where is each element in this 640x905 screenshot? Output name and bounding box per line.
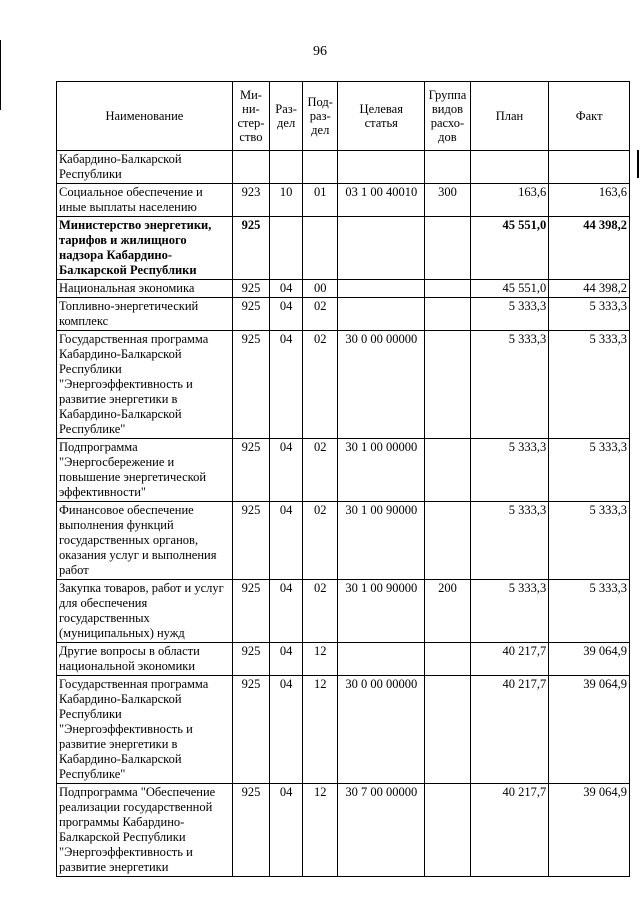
cell-group <box>425 784 471 877</box>
cell-section <box>270 151 303 184</box>
cell-ministry: 925 <box>232 643 269 676</box>
cell-ministry: 925 <box>232 217 269 280</box>
cell-plan: 5 333,3 <box>470 331 549 439</box>
cell-fact: 39 064,9 <box>549 643 630 676</box>
cell-fact: 5 333,3 <box>549 439 630 502</box>
cell-target: 30 1 00 90000 <box>338 580 425 643</box>
cell-name: Кабардино-Балкарской Республики <box>57 151 233 184</box>
cell-target: 03 1 00 40010 <box>338 184 425 217</box>
cell-section: 10 <box>270 184 303 217</box>
cell-subsection: 02 <box>303 331 338 439</box>
cell-name: Государственная программа Кабардино-Балкарской Республики "Энергоэффективность и развитие энергетики в Кабардино-Балкарской Республике" <box>57 331 233 439</box>
right-edge-mark <box>637 150 639 178</box>
cell-target <box>338 298 425 331</box>
cell-section: 04 <box>270 331 303 439</box>
cell-plan: 5 333,3 <box>470 580 549 643</box>
header-subsection <box>303 82 338 151</box>
cell-subsection <box>303 151 338 184</box>
cell-fact: 39 064,9 <box>549 676 630 784</box>
header-subsection-text: Под- раз- дел <box>307 95 333 137</box>
cell-fact: 163,6 <box>549 184 630 217</box>
cell-fact: 5 333,3 <box>549 580 630 643</box>
cell-ministry: 925 <box>232 439 269 502</box>
left-edge-mark <box>0 40 1 110</box>
cell-section: 04 <box>270 676 303 784</box>
cell-fact: 44 398,2 <box>549 280 630 298</box>
cell-group <box>425 502 471 580</box>
cell-fact: 5 333,3 <box>549 502 630 580</box>
header-section-text: Раз- дел <box>275 102 297 130</box>
cell-fact <box>549 151 630 184</box>
cell-target <box>338 280 425 298</box>
table-header-row <box>57 82 630 151</box>
cell-fact: 44 398,2 <box>549 217 630 280</box>
budget-table <box>56 81 630 877</box>
header-ministry-text: Ми- ни- стер- ство <box>237 88 265 144</box>
cell-subsection <box>303 217 338 280</box>
cell-subsection: 02 <box>303 580 338 643</box>
cell-ministry: 925 <box>232 580 269 643</box>
cell-name: Топливно-энергетический комплекс <box>57 298 233 331</box>
cell-plan: 40 217,7 <box>470 784 549 877</box>
cell-fact: 5 333,3 <box>549 298 630 331</box>
header-target-text: Целевая статья <box>359 102 403 130</box>
table-row <box>57 502 630 580</box>
cell-group <box>425 298 471 331</box>
cell-section: 04 <box>270 439 303 502</box>
table-row <box>57 298 630 331</box>
cell-target <box>338 151 425 184</box>
table-row <box>57 217 630 280</box>
header-target <box>338 82 425 151</box>
table-row <box>57 676 630 784</box>
cell-group <box>425 280 471 298</box>
header-group-text: Группа видов расхо- дов <box>428 88 467 144</box>
cell-ministry: 925 <box>232 502 269 580</box>
cell-ministry: 925 <box>232 676 269 784</box>
cell-section <box>270 217 303 280</box>
cell-name: Подпрограмма "Энергосбережение и повышение энергетической эффективности" <box>57 439 233 502</box>
cell-subsection: 02 <box>303 502 338 580</box>
cell-plan <box>470 151 549 184</box>
cell-plan: 45 551,0 <box>470 217 549 280</box>
cell-group <box>425 439 471 502</box>
cell-name: Министерство энергетики, тарифов и жилищного надзора Кабардино-Балкарской Республики <box>57 217 233 280</box>
cell-subsection: 00 <box>303 280 338 298</box>
cell-section: 04 <box>270 643 303 676</box>
cell-plan: 5 333,3 <box>470 298 549 331</box>
cell-group <box>425 151 471 184</box>
cell-section: 04 <box>270 784 303 877</box>
cell-group <box>425 217 471 280</box>
cell-section: 04 <box>270 280 303 298</box>
cell-name: Закупка товаров, работ и услуг для обеспечения государственных (муниципальных) нужд <box>57 580 233 643</box>
cell-plan: 163,6 <box>470 184 549 217</box>
cell-target: 30 1 00 90000 <box>338 502 425 580</box>
cell-section: 04 <box>270 298 303 331</box>
cell-ministry: 925 <box>232 280 269 298</box>
cell-target: 30 1 00 00000 <box>338 439 425 502</box>
page-number: 96 <box>313 44 327 59</box>
table-body <box>57 151 630 877</box>
cell-name: Финансовое обеспечение выполнения функций государственных органов, оказания услуг и выполнения работ <box>57 502 233 580</box>
cell-target <box>338 217 425 280</box>
cell-plan: 5 333,3 <box>470 502 549 580</box>
cell-fact: 39 064,9 <box>549 784 630 877</box>
cell-name: Национальная экономика <box>57 280 233 298</box>
table-row <box>57 643 630 676</box>
cell-subsection: 12 <box>303 676 338 784</box>
table-row <box>57 280 630 298</box>
header-group <box>425 82 471 151</box>
cell-ministry: 923 <box>232 184 269 217</box>
table-row <box>57 151 630 184</box>
table-row <box>57 580 630 643</box>
cell-group <box>425 676 471 784</box>
cell-group <box>425 331 471 439</box>
table-row <box>57 784 630 877</box>
cell-target: 30 7 00 00000 <box>338 784 425 877</box>
table-row <box>57 331 630 439</box>
cell-group: 300 <box>425 184 471 217</box>
cell-section: 04 <box>270 580 303 643</box>
header-section <box>270 82 303 151</box>
cell-target: 30 0 00 00000 <box>338 331 425 439</box>
cell-subsection: 02 <box>303 298 338 331</box>
cell-plan: 40 217,7 <box>470 676 549 784</box>
cell-ministry <box>232 151 269 184</box>
table-row <box>57 439 630 502</box>
cell-name: Другие вопросы в области национальной экономики <box>57 643 233 676</box>
cell-subsection: 01 <box>303 184 338 217</box>
cell-name: Социальное обеспечение и иные выплаты населению <box>57 184 233 217</box>
cell-plan: 5 333,3 <box>470 439 549 502</box>
cell-section: 04 <box>270 502 303 580</box>
cell-name: Государственная программа Кабардино-Балкарской Республики "Энергоэффективность и развитие энергетики в Кабардино-Балкарской Республике" <box>57 676 233 784</box>
header-ministry <box>232 82 269 151</box>
cell-name: Подпрограмма "Обеспечение реализации государственной программы Кабардино-Балкарской Республики "Энергоэффективность и развитие энергетики <box>57 784 233 877</box>
table-row <box>57 184 630 217</box>
cell-subsection: 12 <box>303 784 338 877</box>
cell-ministry: 925 <box>232 331 269 439</box>
cell-target: 30 0 00 00000 <box>338 676 425 784</box>
cell-target <box>338 643 425 676</box>
cell-plan: 40 217,7 <box>470 643 549 676</box>
header-plan: План <box>470 82 549 151</box>
cell-ministry: 925 <box>232 784 269 877</box>
header-name: Наименование <box>57 82 233 151</box>
cell-group: 200 <box>425 580 471 643</box>
header-fact: Факт <box>549 82 630 151</box>
cell-plan: 45 551,0 <box>470 280 549 298</box>
cell-fact: 5 333,3 <box>549 331 630 439</box>
cell-subsection: 12 <box>303 643 338 676</box>
cell-group <box>425 643 471 676</box>
cell-ministry: 925 <box>232 298 269 331</box>
cell-subsection: 02 <box>303 439 338 502</box>
